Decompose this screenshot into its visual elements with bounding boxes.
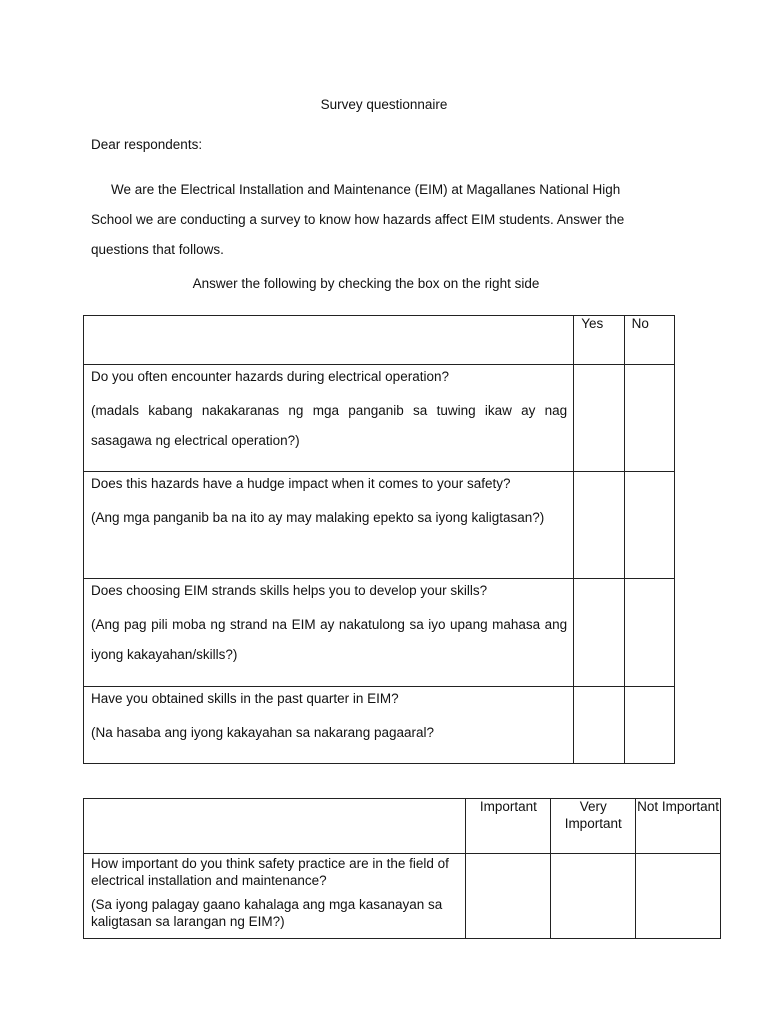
yes-checkbox[interactable] [574, 579, 624, 687]
question-cell [84, 687, 574, 764]
yes-header: Yes [574, 316, 624, 365]
yes-no-table [83, 315, 675, 764]
intro-paragraph: We are the Electrical Installation and Maintenance (EIM) at Magallanes National High School we are conducting a survey to know how hazards affect EIM students. Answer the questions that follows. [91, 182, 625, 257]
yes-checkbox[interactable] [574, 687, 624, 764]
question-english: Have you obtained skills in the past quarter in EIM? [91, 691, 399, 706]
question-tagalog: (Na hasaba ang iyong kakayahan sa nakarang pagaaral? [91, 725, 434, 740]
very-important-checkbox[interactable] [551, 854, 636, 939]
header-blank-cell [84, 799, 466, 854]
no-checkbox[interactable] [624, 365, 674, 472]
table-header-row [84, 316, 675, 365]
table-header-row [84, 799, 721, 854]
document-title: Survey questionnaire [320, 97, 448, 112]
question-cell [84, 472, 574, 579]
question-tagalog: (Ang mga panganib ba na ito ay may malaking epekto sa iyong kaligtasan?) [91, 510, 545, 525]
header-blank-cell [84, 316, 574, 365]
yes-checkbox[interactable] [574, 365, 624, 472]
question-tagalog: (Sa iyong palagay gaano kahalaga ang mga kasanayan sa kaligtasan sa larangan ng EIM?) [91, 897, 443, 929]
not-important-header: Not Important [636, 799, 721, 854]
not-important-checkbox[interactable] [636, 854, 721, 939]
question-tagalog: (Ang pag pili moba ng strand na EIM ay nakatulong sa iyo upang mahasa ang iyong kakayahan/skills?) [91, 617, 568, 662]
question-english: Does this hazards have a hudge impact when it comes to your safety? [91, 476, 511, 491]
important-checkbox[interactable] [466, 854, 551, 939]
question-english: How important do you think safety practice are in the field of electrical installation and maintenance? [91, 856, 449, 888]
instruction-text: Answer the following by checking the box on the right side [192, 276, 540, 291]
salutation: Dear respondents: [91, 137, 203, 152]
no-checkbox[interactable] [624, 579, 674, 687]
table-row [84, 687, 675, 764]
no-checkbox[interactable] [624, 472, 674, 579]
no-checkbox[interactable] [624, 687, 674, 764]
important-header: Important [466, 799, 551, 854]
question-cell [84, 365, 574, 472]
table-row [84, 579, 675, 687]
table-row [84, 854, 721, 939]
question-cell [84, 854, 466, 939]
question-tagalog: (madals kabang nakakaranas ng mga panganib sa tuwing ikaw ay nag sasagawa ng electrical operation?) [91, 403, 568, 448]
table-row [84, 365, 675, 472]
question-english: Does choosing EIM strands skills helps you to develop your skills? [91, 583, 488, 598]
yes-checkbox[interactable] [574, 472, 624, 579]
no-header: No [624, 316, 674, 365]
table-row [84, 472, 675, 579]
question-english: Do you often encounter hazards during electrical operation? [91, 369, 449, 384]
question-cell [84, 579, 574, 687]
very-important-header: Very Important [551, 799, 636, 854]
importance-table [83, 798, 721, 939]
